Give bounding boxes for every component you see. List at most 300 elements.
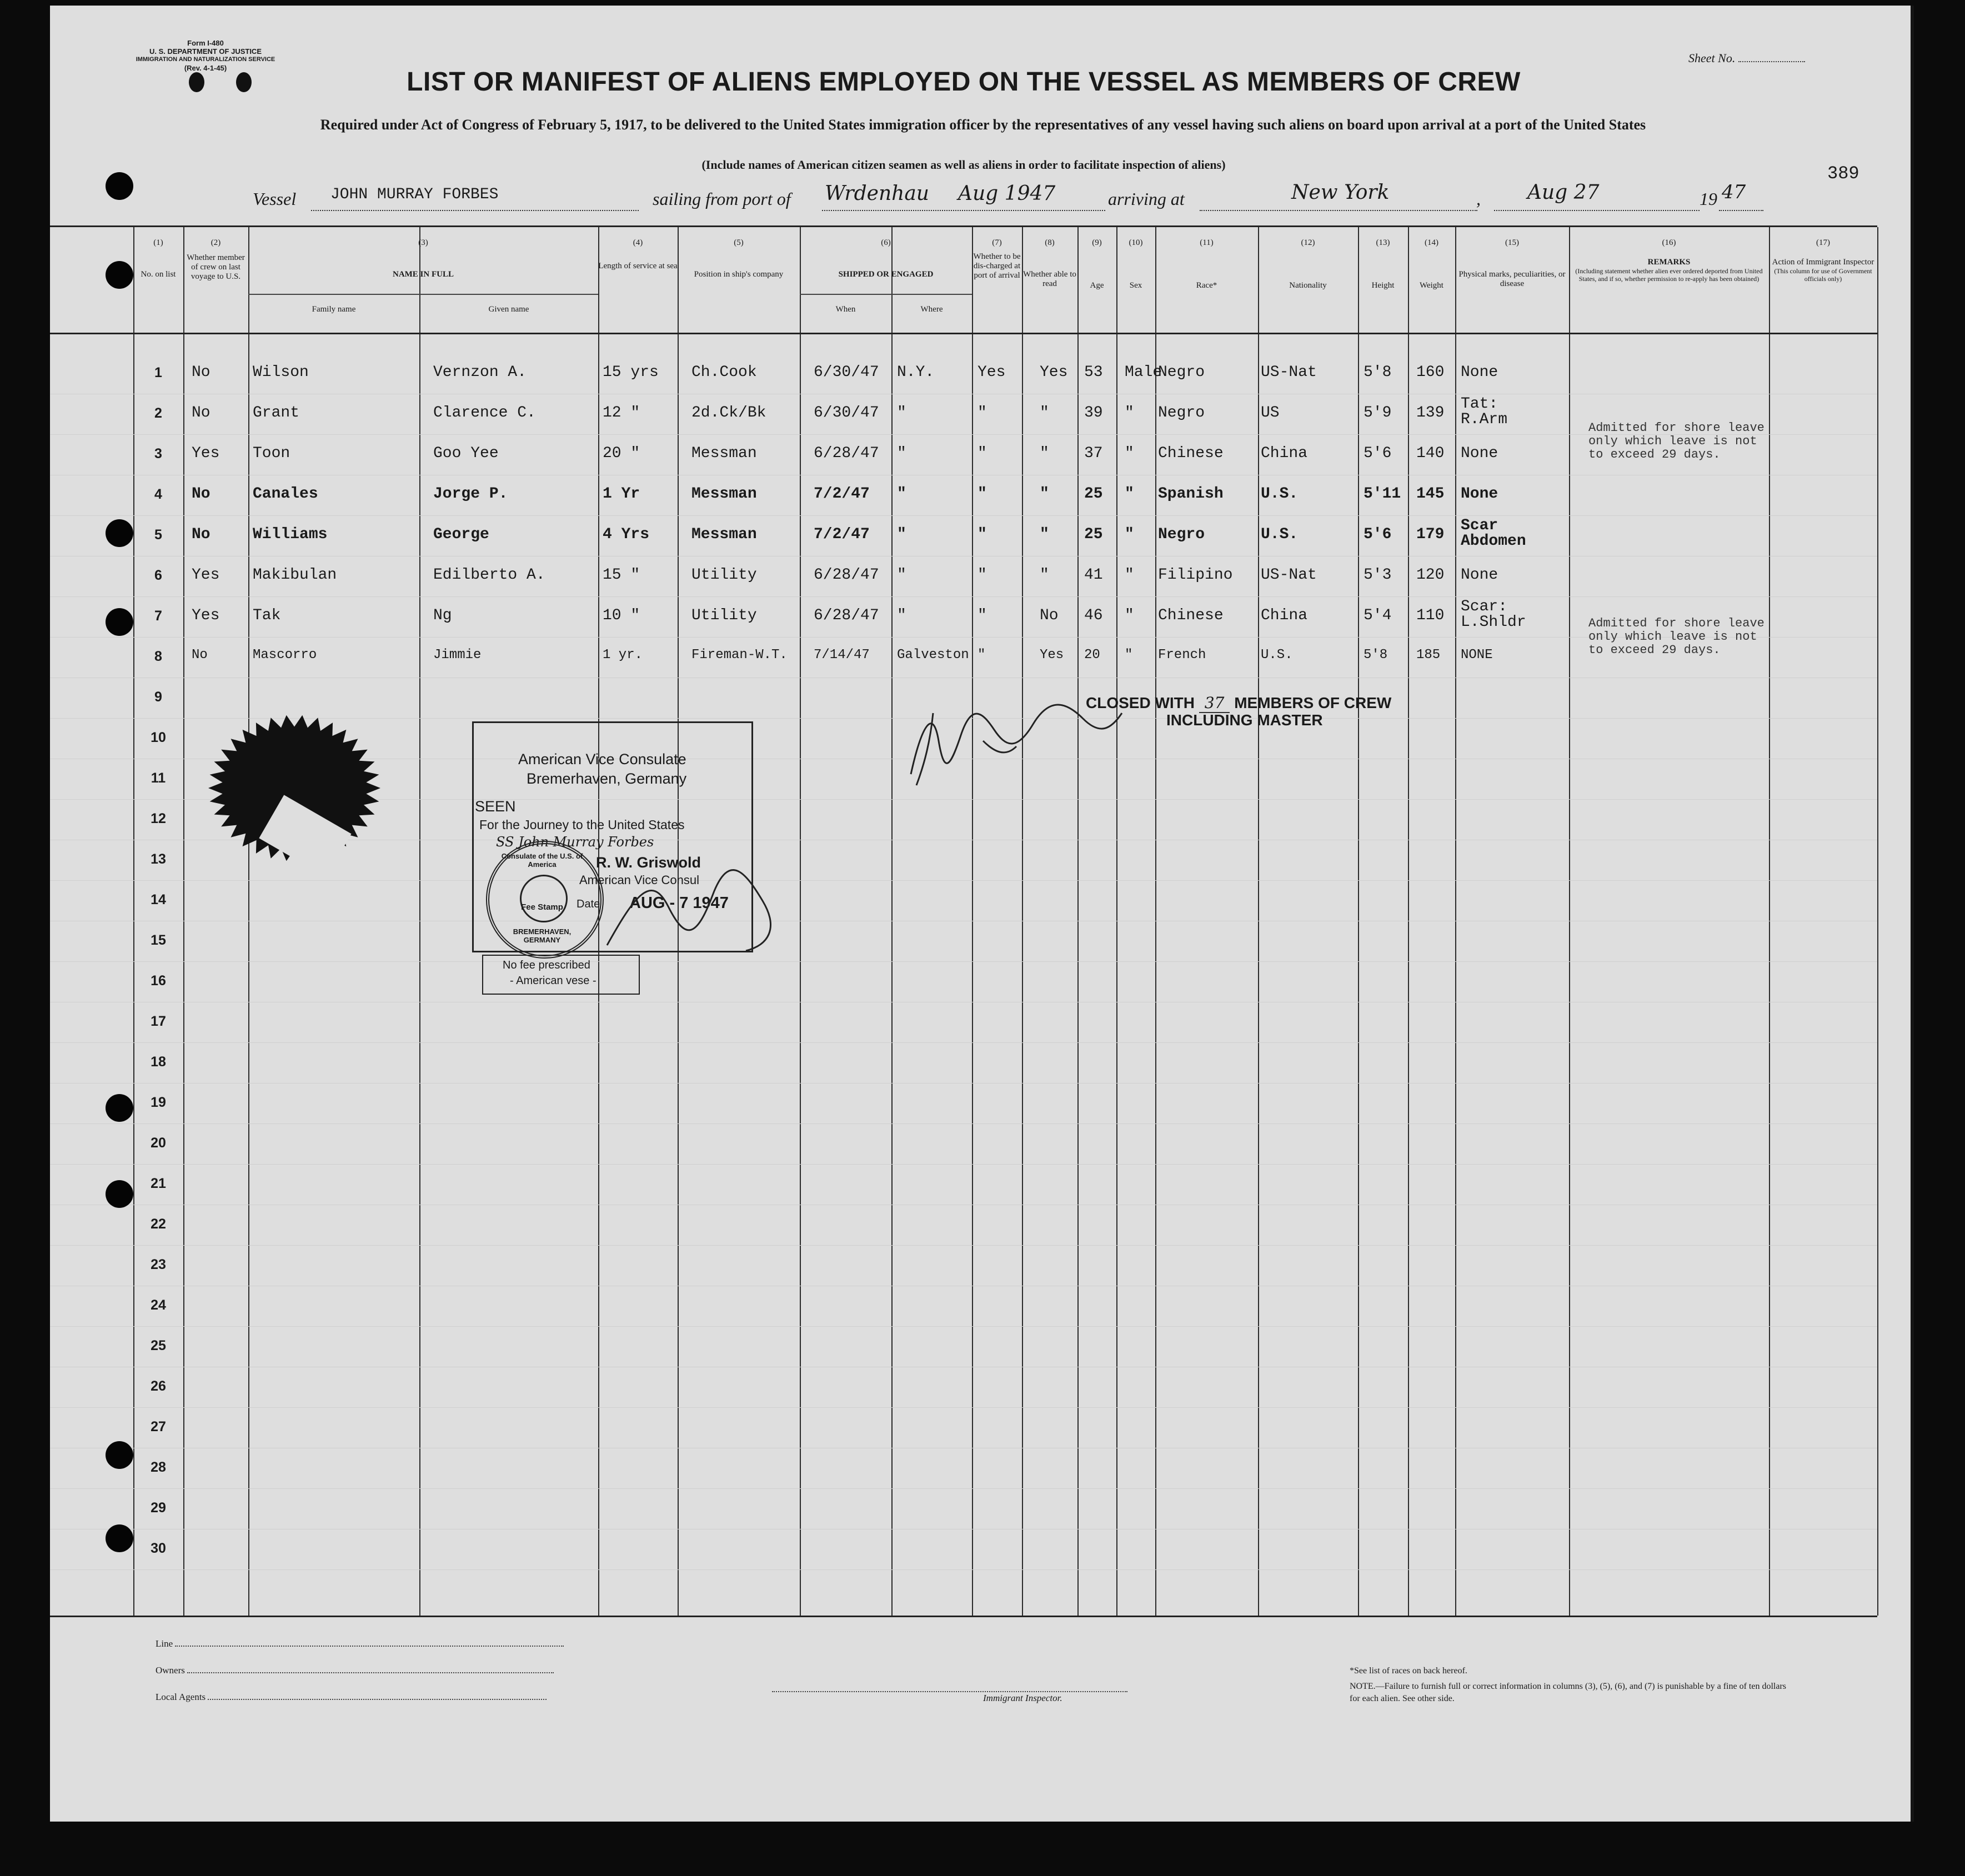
stamp-officer: R. W. Griswold <box>596 854 701 871</box>
races-note: *See list of races on back hereof. <box>1350 1666 1467 1676</box>
seal-ring-text: Consulate of the U.S. of America <box>501 852 583 869</box>
row-rule <box>50 1164 1877 1165</box>
revision: (Rev. 4-1-45) <box>184 64 227 72</box>
cell-position: 2d.Ck/Bk <box>691 404 766 422</box>
cell-nationality: China <box>1261 607 1308 624</box>
stamp-line-4: For the Journey to the United States <box>479 817 685 832</box>
col17-header <box>1769 238 1877 283</box>
cell-race: Negro <box>1158 526 1205 543</box>
col14-label: Weight <box>1420 281 1443 290</box>
cell-nationality: US <box>1261 404 1280 422</box>
cell-able-to-read: " <box>1040 445 1049 462</box>
col10-num: (10) <box>1129 238 1143 247</box>
row-rule <box>50 1245 1877 1246</box>
col17-num: (17) <box>1816 238 1830 247</box>
signature-scrawl <box>900 691 1133 791</box>
cell-discharged: " <box>978 445 987 462</box>
cell-nationality: US-Nat <box>1261 364 1317 381</box>
cell-discharged: " <box>978 485 987 503</box>
cell-race: Negro <box>1158 364 1205 381</box>
row-number: 9 <box>154 689 162 705</box>
binder-hole <box>106 1180 133 1208</box>
cell-age: 37 <box>1084 445 1103 462</box>
cell-shipped-when: 6/30/47 <box>814 404 879 422</box>
col15-label: Physical marks, peculiarities, or disease <box>1458 270 1566 288</box>
date-dotline <box>1494 210 1700 211</box>
closing-text-end: MEMBERS OF CREW <box>1234 694 1392 711</box>
cell-family-name: Makibulan <box>253 566 337 584</box>
footer-owners <box>156 1665 554 1676</box>
col8-header <box>1022 238 1077 289</box>
col6-num: (6) <box>881 238 891 247</box>
cell-service-length: 1 Yr <box>603 485 640 503</box>
cell-age: 46 <box>1084 607 1103 624</box>
cell-family-name: Grant <box>253 404 300 422</box>
row-number: 25 <box>151 1338 166 1353</box>
col9-num: (9) <box>1092 238 1102 247</box>
cell-weight: 160 <box>1416 364 1445 381</box>
cell-shipped-when: 7/2/47 <box>814 485 870 503</box>
cell-discharged: " <box>978 648 986 663</box>
cell-able-to-read: " <box>1040 526 1049 543</box>
fee-line-1: No fee prescribed <box>503 959 590 971</box>
cell-sex: " <box>1125 607 1134 624</box>
footer-agents <box>156 1692 547 1703</box>
row-rule <box>50 1488 1877 1489</box>
col10-header <box>1116 238 1155 290</box>
cell-shipped-where: " <box>897 607 906 624</box>
col13-header <box>1358 238 1408 290</box>
cell-weight: 120 <box>1416 566 1445 584</box>
cell-nationality: U.S. <box>1261 648 1293 663</box>
col5-header <box>678 238 800 279</box>
row-rule <box>50 596 1877 597</box>
cell-sex: Male <box>1125 364 1162 381</box>
cell-weight: 185 <box>1416 648 1441 663</box>
cell-physical-marks: None <box>1461 445 1498 462</box>
department: U. S. DEPARTMENT OF JUSTICE <box>149 47 262 56</box>
stamp-line-3: SEEN <box>475 798 516 815</box>
cell-height: 5'3 <box>1364 566 1392 584</box>
stamp-title: American Vice Consul <box>579 873 700 887</box>
row-number: 19 <box>151 1095 166 1110</box>
cell-given-name: Clarence C. <box>433 404 536 422</box>
year-prefix: 19 <box>1700 189 1717 209</box>
cell-service-length: 20 " <box>603 445 640 462</box>
cell-age: 25 <box>1084 526 1103 543</box>
cell-able-to-read: No <box>1040 607 1059 624</box>
row-number: 27 <box>151 1419 166 1434</box>
col16-num: (16) <box>1662 238 1676 247</box>
cell-age: 39 <box>1084 404 1103 422</box>
eagle-emblem-icon <box>520 875 568 922</box>
row-number: 16 <box>151 973 166 989</box>
cell-nationality: U.S. <box>1261 485 1299 503</box>
cell-physical-marks: Scar: L.Shldr <box>1461 598 1526 631</box>
cell-physical-marks: None <box>1461 364 1498 381</box>
cell-race: Chinese <box>1158 445 1224 462</box>
row-number: 7 <box>154 608 162 624</box>
col-rule <box>1877 227 1878 1616</box>
row-number: 24 <box>151 1297 166 1313</box>
form-number: Form I-480 <box>187 39 224 47</box>
row-number: 6 <box>154 568 162 583</box>
cell-last-voyage: No <box>192 485 210 503</box>
cell-discharged: " <box>978 526 987 543</box>
where-header: Where <box>920 305 943 314</box>
cell-shipped-when: 7/2/47 <box>814 526 870 543</box>
cell-physical-marks: Tat: R.Arm <box>1461 395 1508 428</box>
row-number: 18 <box>151 1054 166 1070</box>
binder-hole <box>106 1441 133 1469</box>
cell-service-length: 15 yrs <box>603 364 659 381</box>
sailing-label: sailing from port of <box>653 189 791 209</box>
cell-sex: " <box>1125 404 1134 422</box>
cell-last-voyage: No <box>192 364 210 381</box>
cell-race: Chinese <box>1158 607 1224 624</box>
row-number: 26 <box>151 1378 166 1394</box>
cell-age: 25 <box>1084 485 1103 503</box>
col10-label: Sex <box>1129 281 1142 290</box>
cell-shipped-when: 6/30/47 <box>814 364 879 381</box>
col12-label: Nationality <box>1289 281 1327 290</box>
col3-num: (3) <box>418 238 428 247</box>
row-number: 11 <box>151 770 166 786</box>
cell-last-voyage: Yes <box>192 607 220 624</box>
cell-family-name: Williams <box>253 526 328 543</box>
row-number: 23 <box>151 1257 166 1272</box>
owners-label: Owners <box>156 1665 185 1676</box>
cell-age: 53 <box>1084 364 1103 381</box>
include-note: (Include names of American citizen seamen as well as aliens in order to facilitate inspection of aliens) <box>701 158 1226 172</box>
row-number: 10 <box>151 730 166 745</box>
cell-height: 5'8 <box>1364 648 1388 663</box>
sailing-port: Wrdenhau <box>825 182 929 205</box>
cell-sex: " <box>1125 485 1134 503</box>
manifest-sheet <box>50 6 1914 1822</box>
line-label: Line <box>156 1638 173 1649</box>
cell-sex: " <box>1125 526 1134 543</box>
row-number: 20 <box>151 1135 166 1151</box>
row-number: 17 <box>151 1014 166 1029</box>
requirement-text: Required under Act of Congress of February 5, 1917, to be delivered to the United States immigration officer by the representatives of any vessel having such aliens on board upon arrival at a port of the United States <box>320 117 1646 133</box>
cell-shipped-where: N.Y. <box>897 364 935 381</box>
col13-label: Height <box>1371 281 1395 290</box>
crew-table <box>50 225 1877 1617</box>
stamp-ship-name: SS John Murray Forbes <box>496 834 654 850</box>
cell-position: Utility <box>691 566 757 584</box>
cell-last-voyage: No <box>192 526 210 543</box>
year-suffix: 47 <box>1722 181 1746 203</box>
row-rule <box>50 1123 1877 1124</box>
cell-race: Negro <box>1158 404 1205 422</box>
sheet-number-label <box>1688 51 1805 66</box>
cell-sex: " <box>1125 445 1134 462</box>
col17-label: Action of Immigrant Inspector <box>1772 258 1874 267</box>
binder-hole <box>106 1094 133 1122</box>
cell-nationality: U.S. <box>1261 526 1299 543</box>
stamp-line-2: Bremerhaven, Germany <box>527 770 687 787</box>
col11-num: (11) <box>1200 238 1214 247</box>
col1-num: (1) <box>153 238 163 247</box>
when-header: When <box>835 305 856 314</box>
arriving-label: arriving at <box>1108 189 1185 209</box>
col8-num: (8) <box>1045 238 1055 247</box>
col7-label: Whether to be dis-charged at port of arrival <box>973 252 1021 280</box>
cell-family-name: Mascorro <box>253 648 317 663</box>
cell-age: 20 <box>1084 648 1100 663</box>
binder-hole <box>106 519 133 547</box>
cell-service-length: 1 yr. <box>603 648 643 663</box>
cell-able-to-read: " <box>1040 485 1049 503</box>
cell-shipped-where: " <box>897 404 906 422</box>
cell-position: Ch.Cook <box>691 364 757 381</box>
binder-hole <box>106 608 133 636</box>
consulate-fee-seal <box>486 841 604 959</box>
penalty-note: NOTE.—Failure to furnish full or correct information in columns (3), (5), (6), and (7) is punishable by a fine of ten dollars for each alien. See other side. <box>1350 1682 1787 1703</box>
col1-label: No. on list <box>141 270 176 279</box>
cell-sex: " <box>1125 648 1133 663</box>
arriving-date: Aug 27 <box>1527 181 1600 204</box>
cell-weight: 110 <box>1416 607 1445 624</box>
col12-num: (12) <box>1301 238 1315 247</box>
row-number: 21 <box>151 1176 166 1191</box>
cell-race: Filipino <box>1158 566 1233 584</box>
cell-able-to-read: Yes <box>1040 648 1064 663</box>
row-number: 30 <box>151 1541 166 1556</box>
col2-label: Whether member of crew on last voyage to U.S. <box>187 253 245 281</box>
cell-service-length: 15 " <box>603 566 640 584</box>
cell-shipped-when: 6/28/47 <box>814 607 879 624</box>
col16-header <box>1569 238 1769 283</box>
cell-last-voyage: Yes <box>192 566 220 584</box>
cell-race: French <box>1158 648 1206 663</box>
col11-label: Race* <box>1196 281 1217 290</box>
row-number: 13 <box>151 851 166 867</box>
cell-shipped-when: 7/14/47 <box>814 648 870 663</box>
row-number: 2 <box>154 405 162 421</box>
cell-given-name: Jorge P. <box>433 485 508 503</box>
cell-shipped-where: " <box>897 485 906 503</box>
cell-able-to-read: " <box>1040 404 1049 422</box>
footer-line-label <box>156 1638 564 1649</box>
row-number: 28 <box>151 1459 166 1475</box>
cell-height: 5'4 <box>1364 607 1392 624</box>
row-rule <box>50 1042 1877 1043</box>
col3-label: NAME IN FULL <box>392 270 454 279</box>
cell-physical-marks: Scar Abdomen <box>1461 517 1526 550</box>
binder-hole <box>106 261 133 289</box>
col3-header <box>248 238 598 279</box>
col15-num: (15) <box>1505 238 1519 247</box>
cell-given-name: George <box>433 526 489 543</box>
row-rule <box>50 961 1877 962</box>
cell-given-name: Ng <box>433 607 452 624</box>
comma: , <box>1476 189 1481 209</box>
col11-header <box>1155 238 1258 290</box>
seal-center-text: Fee Stamp <box>521 902 563 912</box>
cell-given-name: Goo Yee <box>433 445 499 462</box>
binder-hole <box>106 172 133 200</box>
name-subheader-rule <box>248 294 598 295</box>
cell-weight: 139 <box>1416 404 1445 422</box>
cell-family-name: Toon <box>253 445 290 462</box>
arriving-port: New York <box>1291 181 1390 204</box>
col2-header <box>183 238 248 282</box>
service: IMMIGRATION AND NATURALIZATION SERVICE <box>136 56 275 63</box>
cell-physical-marks: NONE <box>1461 648 1493 663</box>
sailing-dotline <box>822 210 1105 211</box>
shipped-subheader-rule <box>800 294 972 295</box>
fee-stamp <box>482 955 640 995</box>
arriving-dotline <box>1200 210 1477 211</box>
cell-service-length: 4 Yrs <box>603 526 650 543</box>
sailing-date: Aug 1947 <box>958 182 1056 205</box>
cell-discharged: " <box>978 607 987 624</box>
cell-last-voyage: Yes <box>192 445 220 462</box>
closing-count: 37 <box>1199 694 1230 713</box>
cell-given-name: Jimmie <box>433 648 482 663</box>
cell-height: 5'6 <box>1364 445 1392 462</box>
cell-service-length: 10 " <box>603 607 640 624</box>
row-rule <box>50 1326 1877 1327</box>
row-number: 8 <box>154 649 162 664</box>
cell-height: 5'8 <box>1364 364 1392 381</box>
row-number: 1 <box>154 365 162 380</box>
vessel-dotline <box>311 210 639 211</box>
consul-signature <box>601 862 785 956</box>
page-number: 389 <box>1827 163 1859 184</box>
year-dotline <box>1719 210 1763 211</box>
cell-weight: 145 <box>1416 485 1445 503</box>
page-title: LIST OR MANIFEST OF ALIENS EMPLOYED ON THE VESSEL AS MEMBERS OF CREW <box>407 67 1521 97</box>
cell-sex: " <box>1125 566 1134 584</box>
row-number: 29 <box>151 1500 166 1516</box>
cell-position: Messman <box>691 526 757 543</box>
fee-line-2: - American vese - <box>510 975 596 987</box>
inspector-label: Immigrant Inspector. <box>983 1693 1062 1703</box>
closing-text: CLOSED WITH <box>1086 694 1195 711</box>
cell-discharged: Yes <box>978 364 1006 381</box>
col4-num: (4) <box>633 238 643 247</box>
col14-header <box>1408 238 1455 290</box>
col14-num: (14) <box>1425 238 1438 247</box>
col4-label: Length of service at sea <box>598 262 678 270</box>
cell-family-name: Tak <box>253 607 281 624</box>
cell-shipped-where: " <box>897 566 906 584</box>
col8-label: Whether able to read <box>1023 270 1076 288</box>
cell-position: Messman <box>691 485 757 503</box>
cell-physical-marks: None <box>1461 485 1498 503</box>
wax-seal-icon <box>200 705 400 882</box>
cell-height: 5'6 <box>1364 526 1392 543</box>
cell-shipped-when: 6/28/47 <box>814 566 879 584</box>
row-number: 15 <box>151 932 166 948</box>
cell-shipped-where: " <box>897 526 906 543</box>
cell-shipped-where: Galveston <box>897 648 969 663</box>
cell-height: 5'11 <box>1364 485 1401 503</box>
cell-position: Fireman-W.T. <box>691 648 788 663</box>
cell-shipped-where: " <box>897 445 906 462</box>
cell-discharged: " <box>978 404 987 422</box>
col12-header <box>1258 238 1358 290</box>
col17-sub: (This column for use of Government officials only) <box>1774 267 1872 283</box>
row-rule <box>50 515 1877 516</box>
col1-header <box>133 238 183 279</box>
col9-header <box>1077 238 1116 290</box>
cell-position: Messman <box>691 445 757 462</box>
vessel-name: JOHN MURRAY FORBES <box>330 186 499 203</box>
cell-discharged: " <box>978 566 987 584</box>
col7-num: (7) <box>992 238 1002 247</box>
cell-weight: 140 <box>1416 445 1445 462</box>
row-number: 3 <box>154 446 162 462</box>
cell-given-name: Vernzon A. <box>433 364 527 381</box>
cell-weight: 179 <box>1416 526 1445 543</box>
header-divider <box>50 333 1877 334</box>
vessel-label: Vessel <box>253 189 297 209</box>
inspector-signature-line <box>772 1691 1127 1692</box>
binder-hole <box>106 1524 133 1552</box>
stamp-date: AUG - 7 1947 <box>629 894 729 912</box>
col16-sub: (Including statement whether alien ever ordered deported from United States, and if so, whether permission to re-apply has been obtained) <box>1575 267 1763 283</box>
stamp-line-1: American Vice Consulate <box>518 751 686 768</box>
given-name-header: Given name <box>488 305 529 314</box>
cell-position: Utility <box>691 607 757 624</box>
stamp-date-label: Date <box>577 898 600 910</box>
cell-nationality: US-Nat <box>1261 566 1317 584</box>
row-number: 14 <box>151 892 166 907</box>
cell-last-voyage: No <box>192 648 208 663</box>
col5-label: Position in ship's company <box>694 270 784 279</box>
remark-row-3: Admitted for shore leave only which leave is not to exceed 29 days. <box>1588 421 1765 462</box>
col6-header <box>800 238 972 279</box>
col13-num: (13) <box>1376 238 1390 247</box>
family-name-header: Family name <box>312 305 356 314</box>
remark-row-7: Admitted for shore leave only which leave is not to exceed 29 days. <box>1588 616 1765 657</box>
cell-able-to-read: Yes <box>1040 364 1068 381</box>
col4-header <box>598 238 678 271</box>
cell-height: 5'9 <box>1364 404 1392 422</box>
col6-label: SHIPPED OR ENGAGED <box>838 270 934 279</box>
row-rule <box>50 1569 1877 1570</box>
cell-shipped-when: 6/28/47 <box>814 445 879 462</box>
col16-label: REMARKS <box>1647 258 1691 267</box>
cell-family-name: Canales <box>253 485 318 503</box>
sheet-label: Sheet No. <box>1688 51 1736 65</box>
cell-age: 41 <box>1084 566 1103 584</box>
cell-physical-marks: None <box>1461 566 1498 584</box>
seal-bottom-text: BREMERHAVEN, GERMANY <box>513 927 572 944</box>
cell-last-voyage: No <box>192 404 210 422</box>
cell-nationality: China <box>1261 445 1308 462</box>
col9-label: Age <box>1090 281 1104 290</box>
cell-race: Spanish <box>1158 485 1224 503</box>
closing-line-2: INCLUDING MASTER <box>1166 711 1323 729</box>
row-rule <box>50 1407 1877 1408</box>
col15-header <box>1455 238 1569 289</box>
agents-label: Local Agents <box>156 1692 206 1702</box>
cell-given-name: Edilberto A. <box>433 566 545 584</box>
row-number: 5 <box>154 527 162 543</box>
cell-family-name: Wilson <box>253 364 309 381</box>
col5-num: (5) <box>734 238 744 247</box>
row-number: 12 <box>151 811 166 826</box>
row-rule <box>50 1083 1877 1084</box>
row-number: 4 <box>154 486 162 502</box>
col7-header <box>972 238 1022 280</box>
cell-able-to-read: " <box>1040 566 1049 584</box>
